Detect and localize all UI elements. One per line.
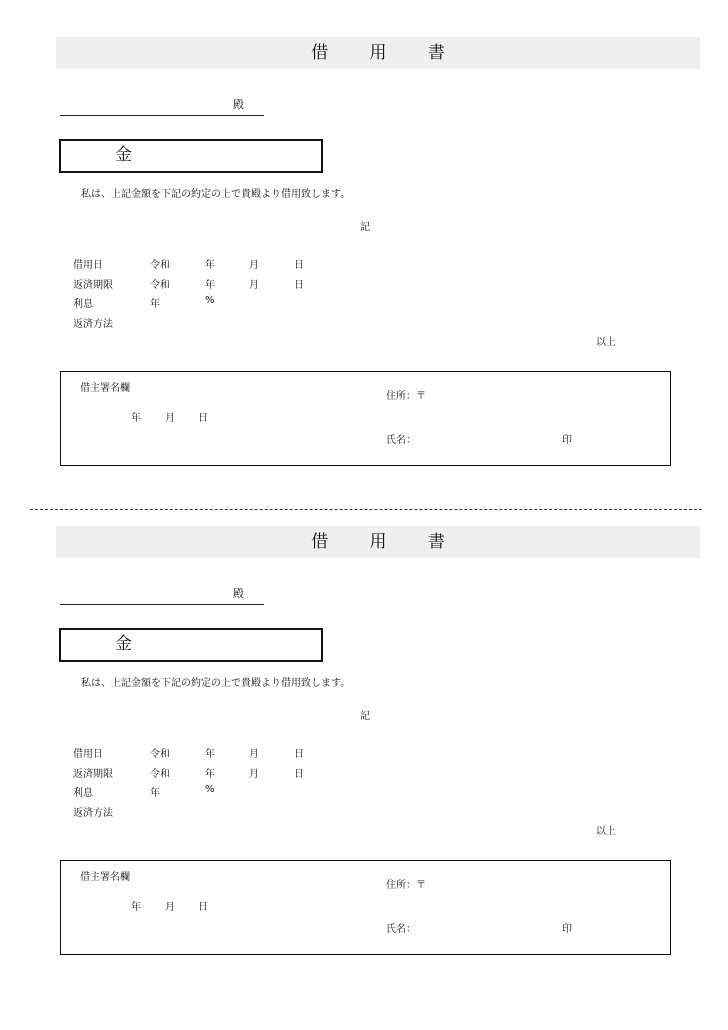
repay-method-label: 返済方法	[73, 808, 113, 819]
repay-deadline-era: 令和	[150, 769, 170, 780]
form-title: 借 用 書	[56, 37, 700, 69]
loan-statement: 私は、上記金額を下記の約定の上で貴殿より借用致します。	[81, 678, 351, 689]
signature-year: 年	[131, 902, 141, 913]
borrow-date-era: 令和	[150, 749, 170, 760]
seal-mark: 印	[562, 924, 572, 935]
address-label: 住所：〒	[386, 880, 426, 891]
name-label: 氏名：	[386, 924, 416, 935]
signature-day: 日	[198, 413, 208, 424]
repay-deadline-year: 年	[205, 280, 215, 291]
addressee-suffix: 殿	[233, 98, 244, 111]
seal-mark: 印	[562, 435, 572, 446]
closing-ijou: 以上	[596, 337, 616, 348]
borrow-date-day: 日	[294, 749, 304, 760]
closing-ijou: 以上	[596, 826, 616, 837]
interest-percent: %	[205, 295, 215, 306]
signature-section-label: 借主署名欄	[80, 872, 130, 883]
borrow-date-label: 借用日	[73, 260, 103, 271]
borrow-date-month: 月	[249, 749, 259, 760]
interest-percent: %	[205, 784, 215, 795]
ki-label: 記	[360, 222, 370, 233]
ki-label: 記	[360, 711, 370, 722]
interest-year: 年	[150, 788, 160, 799]
amount-label: 金	[115, 145, 132, 165]
signature-section-label: 借主署名欄	[80, 383, 130, 394]
repay-deadline-label: 返済期限	[73, 769, 113, 780]
repay-deadline-day: 日	[294, 769, 304, 780]
signature-month: 月	[165, 902, 175, 913]
loan-form-copy-1	[0, 0, 728, 480]
borrow-date-era: 令和	[150, 260, 170, 271]
addressee-name-line[interactable]	[60, 115, 264, 116]
repay-method-label: 返済方法	[73, 319, 113, 330]
signature-year: 年	[131, 413, 141, 424]
loan-statement: 私は、上記金額を下記の約定の上で貴殿より借用致します。	[81, 189, 351, 200]
borrow-date-label: 借用日	[73, 749, 103, 760]
name-label: 氏名：	[386, 435, 416, 446]
borrow-date-year: 年	[205, 260, 215, 271]
borrow-date-year: 年	[205, 749, 215, 760]
amount-label: 金	[115, 634, 132, 654]
borrower-signature-box[interactable]	[60, 371, 671, 466]
amount-box[interactable]	[59, 139, 323, 173]
amount-box[interactable]	[59, 628, 323, 662]
addressee-name-line[interactable]	[60, 604, 264, 605]
signature-day: 日	[198, 902, 208, 913]
address-label: 住所：〒	[386, 391, 426, 402]
repay-deadline-day: 日	[294, 280, 304, 291]
form-title: 借 用 書	[56, 526, 700, 558]
repay-deadline-year: 年	[205, 769, 215, 780]
interest-year: 年	[150, 299, 160, 310]
borrow-date-month: 月	[249, 260, 259, 271]
repay-deadline-month: 月	[249, 769, 259, 780]
loan-form-copy-2	[0, 489, 728, 969]
signature-month: 月	[165, 413, 175, 424]
addressee-suffix: 殿	[233, 587, 244, 600]
interest-label: 利息	[73, 299, 93, 310]
repay-deadline-month: 月	[249, 280, 259, 291]
repay-deadline-label: 返済期限	[73, 280, 113, 291]
borrower-signature-box[interactable]	[60, 860, 671, 955]
repay-deadline-era: 令和	[150, 280, 170, 291]
borrow-date-day: 日	[294, 260, 304, 271]
interest-label: 利息	[73, 788, 93, 799]
